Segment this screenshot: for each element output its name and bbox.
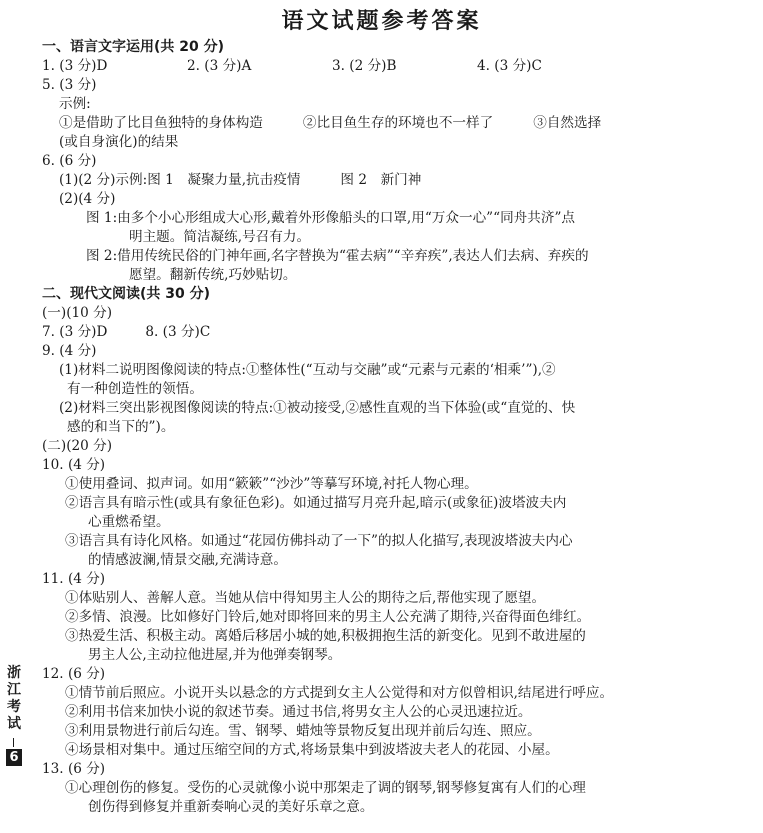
answer-row-7-8 (42, 323, 742, 342)
answer-content (42, 38, 742, 817)
answer-q8: 8. (3 分)C (145, 324, 211, 340)
answer-q5-point-1: ①是借助了比目鱼独特的身体构造 (59, 115, 263, 131)
answer-q6-2: (2)(4 分) (59, 191, 116, 207)
answer-q6-2-fig2: 图 2:借用传统民俗的门神年画,名字替换为“霍去病”“辛弃疾”,表达人们去病、弃疾的 (86, 248, 589, 264)
answer-q10: 10. (4 分) (42, 457, 106, 473)
side-label-char: 江 (7, 682, 21, 698)
answer-q10-3: ③语言具有诗化风格。如通过“花园仿佛抖动了一下”的拟人化描写,表现波塔波夫内心 (65, 533, 573, 549)
answer-q5: 5. (3 分) (42, 77, 97, 93)
answer-q12-3: ③利用景物进行前后勾连。雪、钢琴、蜡烛等景物反复出现并前后勾连、照应。 (65, 723, 541, 739)
side-divider (13, 738, 14, 747)
page-title: 语文试题参考答案 (281, 9, 482, 34)
answer-q9-1: (1)材料二说明图像阅读的特点:①整体性(“互动与交融”或“元素与元素的‘相乘’”),② (59, 362, 556, 378)
answer-q6: 6. (6 分) (42, 153, 97, 169)
answer-q5-line (42, 114, 742, 133)
side-label-char: 考 (7, 699, 21, 715)
answer-q6-2-fig2-cont: 愿望。翻新传统,巧妙贴切。 (129, 267, 297, 283)
answer-q9: 9. (4 分) (42, 343, 97, 359)
answer-row-1-4 (42, 57, 742, 76)
answer-q12-2: ②利用书信来加快小说的叙述节奏。通过书信,将男女主人公的心灵迅速拉近。 (65, 704, 532, 720)
answer-q1: 1. (3 分)D (42, 58, 108, 74)
answer-q9-1-cont: 有一种创造性的领悟。 (67, 381, 203, 397)
answer-q11-1: ①体贴别人、善解人意。当她从信中得知男主人公的期待之后,帮他实现了愿望。 (65, 590, 546, 606)
answer-q5-point-3: ③自然选择 (533, 115, 602, 131)
answer-q10-2: ②语言具有暗示性(或具有象征色彩)。如通过描写月亮升起,暗示(或象征)波塔波夫内 (65, 495, 567, 511)
answer-q9-2: (2)材料三突出影视图像阅读的特点:①被动接受,②感性直观的当下体验(或“直觉的、快 (59, 400, 576, 416)
answer-q5-lead: 示例: (59, 96, 91, 112)
answer-q6-2-fig1-cont: 明主题。简洁凝练,号召有力。 (129, 229, 311, 245)
answer-q6-1: (1)(2 分)示例:图 1 凝聚力量,抗击疫情 图 2 新门神 (59, 172, 422, 188)
part-1-heading: (一)(10 分) (42, 305, 113, 321)
section-heading-2: 二、现代文阅读(共 30 分) (42, 286, 211, 302)
answer-q10-3-cont: 的情感波澜,情景交融,充满诗意。 (88, 552, 287, 568)
answer-q11-3: ③热爱生活、积极主动。离婚后移居小城的她,积极拥抱生活的新变化。见到不敢进屋的 (65, 628, 586, 644)
side-label-char: 试 (7, 716, 21, 732)
answer-q5-point-2: ②比目鱼生存的环境也不一样了 (302, 115, 494, 131)
answer-q11-3-cont: 男主人公,主动拉他进屋,并为他弹奏钢琴。 (88, 647, 342, 663)
answer-q3: 3. (2 分)B (332, 58, 397, 74)
answer-q9-2-cont: 感的和当下的”)。 (67, 419, 175, 435)
answer-q10-2-cont: 心重燃希望。 (88, 514, 170, 530)
answer-q12-4: ④场景相对集中。通过压缩空间的方式,将场景集中到波塔波夫老人的花园、小屋。 (65, 742, 559, 758)
answer-q12: 12. (6 分) (42, 666, 106, 682)
page-number: 6 (6, 749, 22, 766)
answer-q12-1: ①情节前后照应。小说开头以悬念的方式提到女主人公觉得和对方似曾相识,结尾进行呼应。 (65, 685, 614, 701)
answer-q5-point-3-cont: (或自身演化)的结果 (59, 134, 179, 150)
answer-q11: 11. (4 分) (42, 571, 106, 587)
answer-q10-1: ①使用叠词、拟声词。如用“簌簌”“沙沙”等摹写环境,衬托人物心理。 (65, 476, 478, 492)
answer-q7: 7. (3 分)D (42, 324, 108, 340)
answer-q13-1: ①心理创伤的修复。受伤的心灵就像小说中那架走了调的钢琴,钢琴修复寓有人们的心理 (65, 780, 586, 796)
answer-q4: 4. (3 分)C (477, 58, 542, 74)
answer-q13: 13. (6 分) (42, 761, 106, 777)
part-2-heading: (二)(20 分) (42, 438, 113, 454)
section-heading-1: 一、语言文字运用(共 20 分) (42, 39, 225, 55)
answer-q13-1-cont: 创伤得到修复并重新奏响心灵的美好乐章之意。 (88, 799, 374, 815)
answer-q6-2-fig1: 图 1:由多个小心形组成大心形,戴着外形像船头的口罩,用“万众一心”“同舟共济”点 (86, 210, 575, 226)
side-label (6, 665, 22, 733)
answer-q11-2: ②多情、浪漫。比如修好门铃后,她对即将回来的男主人公充满了期待,兴奋得面色绯红。 (65, 609, 591, 625)
side-label-char: 浙 (7, 665, 21, 681)
answer-q2: 2. (3 分)A (187, 58, 252, 74)
